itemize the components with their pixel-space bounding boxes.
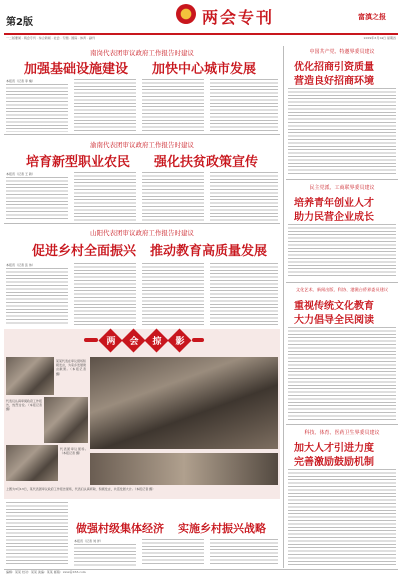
right-block-4-headline-1: 加大人才引进力度: [294, 443, 374, 454]
article-3-body-col3: [142, 263, 204, 326]
article-3-headline-right: 推动教育高质量发展: [150, 244, 268, 259]
photo-feature: [4, 329, 280, 499]
article-1-body-col1: [6, 84, 68, 132]
right-block-3-kicker: 文化艺术、新闻出版、科协、港澳台侨界委员建议: [295, 287, 389, 292]
right-block-2-body: [288, 224, 396, 278]
issue-date: 2019年3月14日 星期四: [363, 36, 396, 40]
right-block-1-kicker: 中国共产党、特邀界委员建议: [309, 49, 375, 55]
article-1-body-col3: [142, 79, 204, 132]
right-block-2-headline-1: 培养青年创业人才: [294, 198, 374, 209]
national-emblem-icon: [176, 4, 196, 24]
article-4-body-col3: [210, 539, 278, 566]
divider: [4, 134, 280, 135]
right-block-3-headline-1: 重视传统文化教育: [294, 301, 374, 312]
article-3-body-col2: [74, 263, 136, 326]
article-2-byline: 本报讯（记者 王 新）: [6, 172, 35, 176]
right-block-2-headline-2: 助力民营企业成长: [294, 212, 374, 223]
article-1-headline-left: 加强基础设施建设: [24, 62, 129, 77]
paper-name: 富滇之报: [358, 12, 386, 21]
article-4-body-col0: [6, 502, 68, 566]
article-1-body-col2: [74, 79, 136, 132]
article-4-body-col2: [142, 539, 204, 566]
article-1-kicker: 南岗代表团审议政府工作报告时建议: [90, 49, 194, 57]
right-block-1-body: [288, 88, 396, 176]
photo-caption-1: 某某代表在审议现场积极发言，为家乡发展建言献策。（本报记者 摄）: [56, 359, 86, 376]
article-4-byline: 本报讯（记者 刘 洋）: [74, 539, 103, 543]
right-block-4-kicker: 科技、体育、医药卫生界委员建议: [304, 430, 380, 436]
photo-delegate-2: [44, 397, 88, 443]
right-block-2: [286, 180, 398, 280]
article-2-body-col1: [6, 177, 68, 221]
section-title: 两会专刊: [202, 8, 275, 27]
photo-delegate-1: [6, 357, 54, 395]
article-3-body-col1: [6, 268, 68, 326]
right-block-1-headline-1: 优化招商引资质量: [294, 62, 374, 73]
article-3-kicker: 山阳代表团审议政府工作报告时建议: [90, 229, 194, 237]
right-block-3-body: [288, 327, 396, 421]
article-1-headline-right: 加快中心城市发展: [152, 62, 257, 77]
article-3: [4, 224, 280, 328]
article-2-body-col4: [210, 172, 278, 221]
right-block-4: [286, 425, 398, 568]
masthead: [0, 0, 402, 40]
banner-char-text: 两: [106, 337, 116, 347]
photo-caption-3: 代表团审议现场。（本报记者 摄）: [60, 447, 88, 456]
masthead-rule: [4, 33, 398, 35]
right-block-1-headline-2: 营造良好招商环境: [294, 76, 374, 87]
article-2-body-col2: [74, 172, 136, 221]
photo-caption-2: 代表们认真审阅政府工作报告，热烈讨论。（本报记者 摄）: [6, 399, 42, 412]
article-2: [4, 136, 280, 222]
column-divider: [283, 46, 284, 568]
article-4: [4, 502, 280, 568]
article-1-body-col4: [210, 79, 278, 132]
article-4-body-col1: [74, 544, 136, 566]
article-2-headline-right: 强化扶贫政策宣传: [154, 155, 259, 170]
banner-char-text: 会: [129, 337, 139, 347]
article-2-headline-left: 培育新型职业农民: [26, 155, 131, 170]
right-block-4-body: [288, 469, 396, 566]
article-1: [4, 46, 280, 133]
photo-caption-bottom: 上图为3月13日，某代表团审议政府工作报告现场，代表们认真听取、积极发言，共话发展大计。（本报记者 摄）: [6, 487, 156, 491]
article-2-body-col3: [142, 172, 204, 221]
footer-credits: 编辑：某某 校对：某某 美编：某某 邮箱：xxxx@163.com: [6, 570, 86, 574]
article-2-kicker: 渝南代表团审议政府工作报告时建议: [90, 141, 194, 149]
photo-delegate-3: [6, 445, 58, 481]
banner-ornament-left: [84, 338, 98, 342]
article-3-byline: 本报讯（记者 张 伟）: [6, 263, 35, 267]
page-label: 第2版: [6, 17, 33, 28]
photo-meeting-hall: [90, 357, 278, 449]
right-block-3-headline-2: 大力倡导全民阅读: [294, 315, 374, 326]
right-block-3: [286, 283, 398, 423]
right-block-4-headline-2: 完善激励鼓励机制: [294, 457, 374, 468]
article-4-headline-right: 实施乡村振兴战略: [178, 522, 266, 535]
article-3-body-col4: [210, 263, 278, 326]
banner-char-text: 影: [175, 337, 185, 347]
article-3-headline-left: 促进乡村全面振兴: [32, 244, 137, 259]
banner-char-text: 掠: [152, 337, 162, 347]
banner-ornament-right: [192, 338, 204, 342]
right-block-2-kicker: 民主党派、工商联界委员建议: [309, 185, 375, 191]
right-block-1: [286, 46, 398, 178]
nav-strip: 一二版要闻 · 两会专刊 · 综合新闻 · 社会 · 专题 · 国际 · 体育 · 副刊: [6, 36, 96, 40]
feature-banner: [84, 331, 204, 351]
photo-session: [90, 453, 278, 485]
article-4-headline-left: 做强村级集体经济: [76, 522, 164, 535]
article-1-byline: 本报讯（记者 李 楠）: [6, 79, 35, 83]
